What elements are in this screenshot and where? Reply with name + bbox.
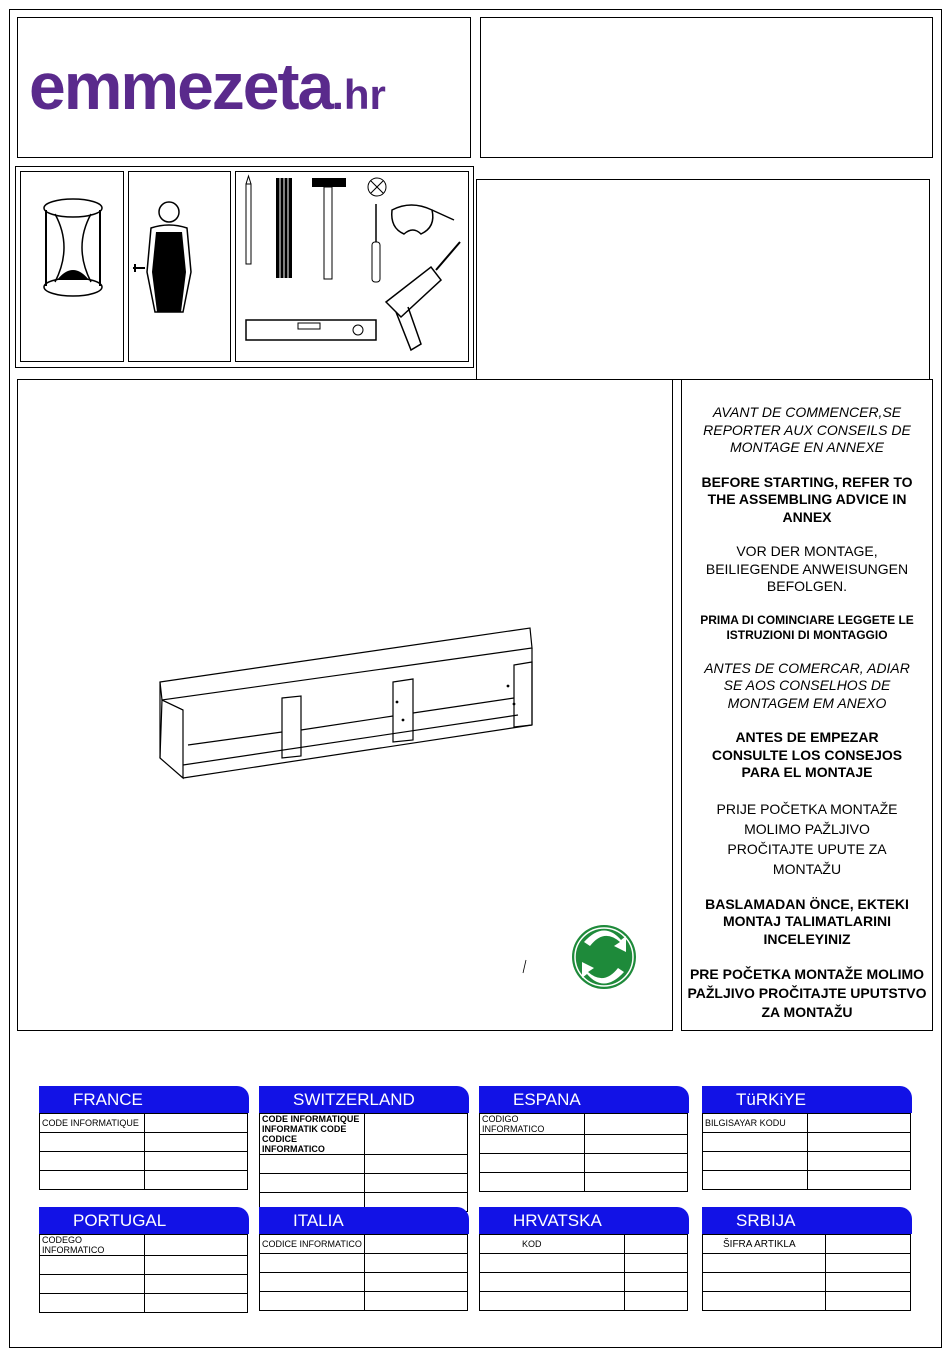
country-name: TüRKiYE	[702, 1086, 912, 1113]
code-cell	[826, 1273, 911, 1292]
table-row	[480, 1254, 688, 1273]
table-row	[40, 1235, 248, 1256]
code-cell	[808, 1152, 911, 1171]
table-row	[260, 1273, 468, 1292]
code-cell	[40, 1133, 145, 1152]
country-table-france	[39, 1086, 249, 1190]
table-row	[480, 1173, 688, 1192]
country-table-türkiye	[702, 1086, 912, 1190]
advice-serbian: PRE POČETKA MONTAŽE MOLIMO PAŽLJIVO PROČITAJTE UPUTSTVO ZA MONTAŽU	[687, 966, 927, 1020]
country-name: HRVATSKA	[479, 1207, 689, 1234]
code-cell	[625, 1273, 688, 1292]
code-cell	[145, 1275, 248, 1294]
country-name: ITALIA	[259, 1207, 469, 1234]
code-cell	[40, 1294, 145, 1313]
code-cell	[145, 1294, 248, 1313]
country-table-hrvatska	[479, 1207, 689, 1311]
code-cell	[625, 1254, 688, 1273]
code-cell	[585, 1154, 688, 1173]
shelf-unit-illustration	[18, 380, 672, 1030]
code-cell	[260, 1155, 365, 1174]
advice-english: BEFORE STARTING, REFER TO THE ASSEMBLING ADVICE IN ANNEX	[701, 473, 913, 525]
code-label: BILGISAYAR KODU	[703, 1114, 808, 1133]
code-cell	[703, 1171, 808, 1190]
code-cell	[625, 1235, 688, 1254]
table-row	[260, 1155, 468, 1174]
code-cell	[365, 1273, 468, 1292]
table-row	[260, 1114, 468, 1155]
table-row	[480, 1292, 688, 1311]
table-row	[703, 1152, 911, 1171]
code-cell	[365, 1114, 468, 1155]
advice-spanish: ANTES DE EMPEZAR CONSULTE LOS CONSEJOS PARA EL MONTAJE	[711, 729, 903, 780]
code-cell	[40, 1152, 145, 1171]
code-cell	[703, 1292, 826, 1311]
table-row	[260, 1254, 468, 1273]
code-cell	[826, 1254, 911, 1273]
table-row	[703, 1133, 911, 1152]
code-cell	[145, 1114, 248, 1133]
country-table-srbija	[702, 1207, 912, 1311]
country-name: SRBIJA	[702, 1207, 912, 1234]
table-row	[703, 1114, 911, 1133]
code-cell	[365, 1155, 468, 1174]
pencil-icon	[246, 176, 251, 264]
folding-rule-icon	[276, 178, 292, 278]
code-cell	[585, 1135, 688, 1154]
country-name: FRANCE	[39, 1086, 249, 1113]
table-row	[703, 1292, 911, 1311]
code-cell	[480, 1173, 585, 1192]
code-cell	[625, 1292, 688, 1311]
spirit-level-icon	[246, 320, 376, 340]
code-cell	[260, 1292, 365, 1311]
logo-main-text: emmezeta	[29, 49, 333, 123]
code-cell	[585, 1173, 688, 1192]
code-cell	[145, 1152, 248, 1171]
code-cell	[145, 1256, 248, 1275]
code-label: CODEGO INFORMATICO	[40, 1235, 145, 1256]
country-table-espana	[479, 1086, 689, 1192]
product-illustration-box	[17, 379, 673, 1031]
info-box-top	[480, 17, 933, 158]
table-row	[40, 1256, 248, 1275]
code-cell	[40, 1275, 145, 1294]
code-cell	[145, 1171, 248, 1190]
table-row	[703, 1254, 911, 1273]
code-label: ŠIFRA ARTIKLA	[703, 1235, 826, 1254]
country-name: ESPANA	[479, 1086, 689, 1113]
hammer-icon	[312, 178, 346, 279]
table-row	[480, 1273, 688, 1292]
table-row	[703, 1235, 911, 1254]
country-name: SWITZERLAND	[259, 1086, 469, 1113]
code-cell	[40, 1171, 145, 1190]
time-panel	[20, 171, 124, 362]
table-row	[703, 1273, 911, 1292]
table-row	[480, 1235, 688, 1254]
code-cell	[703, 1254, 826, 1273]
code-label: CODIGO INFORMATICO	[480, 1114, 585, 1135]
code-cell	[145, 1235, 248, 1256]
code-label: CODE INFORMATIQUE	[40, 1114, 145, 1133]
table-row	[260, 1235, 468, 1254]
logo-suffix-text: .hr	[332, 71, 386, 118]
code-cell	[808, 1133, 911, 1152]
code-label: CODE INFORMATIQUE INFORMATIK CODE CODICE INFORMATICO	[260, 1114, 365, 1155]
table-row	[480, 1154, 688, 1173]
advice-portuguese: ANTES DE COMERCAR, ADIAR SE AOS CONSELHOS DE MONTAGEM EM ANEXO	[704, 659, 910, 711]
code-cell	[703, 1133, 808, 1152]
table-row	[703, 1171, 911, 1190]
code-cell	[826, 1235, 911, 1254]
hourglass-icon	[21, 172, 123, 361]
tools-list-panel	[235, 171, 469, 362]
table-row	[260, 1292, 468, 1311]
code-cell	[365, 1235, 468, 1254]
code-cell	[40, 1256, 145, 1275]
code-cell	[808, 1171, 911, 1190]
table-row	[40, 1294, 248, 1313]
assembly-advice-text	[682, 404, 932, 1039]
green-dot-recycle-icon	[572, 925, 636, 989]
worker-panel	[128, 171, 231, 362]
code-cell	[145, 1133, 248, 1152]
table-row	[40, 1114, 248, 1133]
advice-croatian: PRIJE POČETKA MONTAŽE MOLIMO PAŽLJIVO PROČITAJTE UPUTE ZA MONTAŽU	[716, 800, 898, 877]
table-row	[40, 1133, 248, 1152]
country-table-portugal	[39, 1207, 249, 1313]
screwdriver-icon	[372, 204, 380, 282]
advice-german: VOR DER MONTAGE, BEILIEGENDE ANWEISUNGEN BEFOLGEN.	[705, 543, 909, 594]
table-row	[40, 1152, 248, 1171]
country-table-italia	[259, 1207, 469, 1311]
code-cell	[365, 1292, 468, 1311]
code-cell	[260, 1174, 365, 1193]
table-row	[480, 1114, 688, 1135]
code-cell	[365, 1254, 468, 1273]
table-row	[40, 1275, 248, 1294]
code-label: CODICE INFORMATICO	[260, 1235, 365, 1254]
code-cell	[480, 1254, 625, 1273]
country-name: PORTUGAL	[39, 1207, 249, 1234]
country-table-switzerland	[259, 1086, 469, 1212]
code-cell	[703, 1273, 826, 1292]
code-cell	[480, 1154, 585, 1173]
code-cell	[585, 1114, 688, 1135]
info-box-middle	[476, 179, 930, 380]
code-cell	[480, 1292, 625, 1311]
code-cell	[260, 1254, 365, 1273]
code-cell	[808, 1114, 911, 1133]
code-cell	[480, 1135, 585, 1154]
code-cell	[365, 1174, 468, 1193]
tools-illustration	[236, 172, 468, 361]
worker-icon	[129, 172, 230, 361]
advice-french: AVANT DE COMMENCER,SE REPORTER AUX CONSEILS DE MONTAGE EN ANNEXE	[703, 404, 911, 455]
brand-logo	[29, 48, 469, 128]
safety-goggles-icon	[392, 205, 454, 234]
code-cell	[826, 1292, 911, 1311]
drill-icon	[386, 242, 460, 350]
code-cell	[260, 1273, 365, 1292]
code-label: KOD	[480, 1235, 625, 1254]
code-cell	[703, 1152, 808, 1171]
table-row	[260, 1174, 468, 1193]
advice-turkish: BASLAMADAN ÖNCE, EKTEKI MONTAJ TALIMATLARINI INCELEYINIZ	[705, 895, 909, 947]
no-screwdriver-icon	[368, 178, 386, 196]
table-row	[480, 1135, 688, 1154]
code-cell	[480, 1273, 625, 1292]
table-row	[40, 1171, 248, 1190]
advice-italian: PRIMA DI COMINCIARE LEGGETE LE ISTRUZIONI DI MONTAGGIO	[700, 612, 914, 642]
